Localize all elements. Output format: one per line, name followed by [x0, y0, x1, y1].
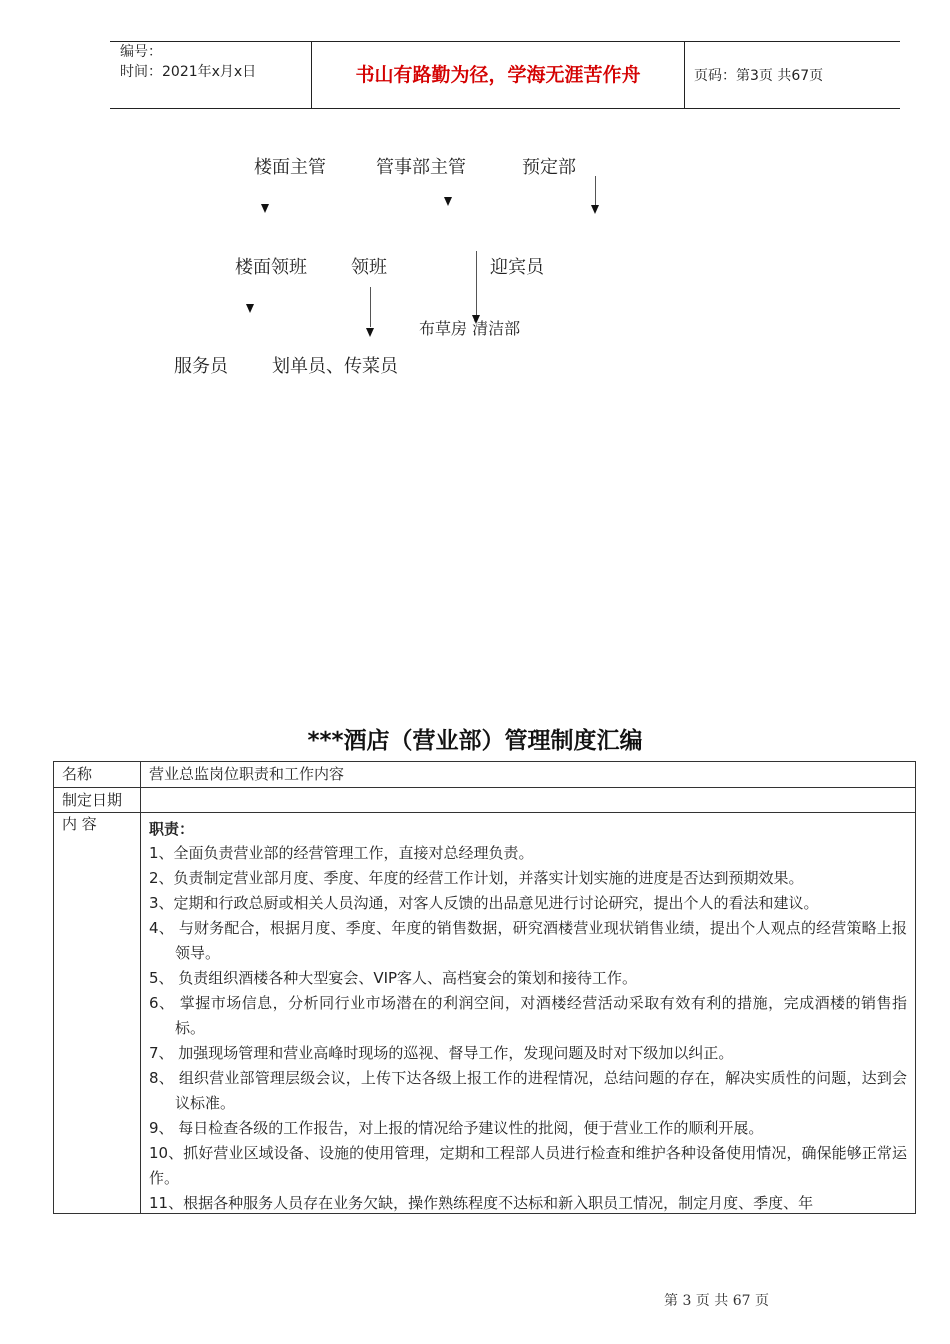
org-line-6 — [476, 251, 477, 315]
duty-item: 2、负责制定营业部月度、季度、年度的经营工作计划，并落实计划实施的进度是否达到预期效果。 — [149, 869, 804, 887]
content-cell — [141, 813, 916, 1214]
org-node-greeter: 迎宾员 — [490, 257, 544, 278]
org-line-5 — [370, 287, 371, 327]
org-node-captain: 领班 — [351, 257, 387, 278]
duty-item: 9、 每日检查各级的工作报告，对上报的情况给予建议性的批阅，便于营业工作的顺利开展。 — [149, 1119, 764, 1137]
duty-item: 7、 加强现场管理和营业高峰时现场的巡视、督导工作，发现问题及时对下级加以纠正。 — [149, 1044, 734, 1062]
header-divider-right — [684, 41, 685, 108]
date-value — [141, 788, 916, 813]
duty-item: 11、根据各种服务人员存在业务欠缺，操作熟练程度不达标和新入职员工情况，制定月度、季度、年 — [149, 1194, 814, 1212]
org-arrow-1 — [261, 204, 269, 213]
org-arrow-2 — [444, 197, 452, 206]
header-top-rule — [110, 41, 900, 42]
duty-item: 3、定期和行政总厨或相关人员沟通，对客人反馈的出品意见进行讨论研究，提出个人的看法和建议。 — [149, 894, 819, 912]
duty-item: 4、 与财务配合，根据月度、季度、年度的销售数据，研究酒楼营业现状销售业绩，提出个人观点的经营策略上报领导。 — [149, 919, 907, 962]
org-arrow-5 — [366, 328, 374, 337]
table-row-content — [54, 813, 916, 1214]
org-node-order-runner: 划单员、传菜员 — [272, 356, 398, 377]
org-line-3 — [595, 176, 596, 205]
header-page-info: 页码：第3页 共67页 — [694, 68, 824, 84]
date-label: 制定日期 — [54, 788, 141, 813]
header-motto: 书山有路勤为径，学海无涯苦作舟 — [355, 64, 641, 86]
header-serial-label: 编号： — [120, 44, 162, 60]
name-label: 名称 — [54, 762, 141, 788]
name-value: 营业总监岗位职责和工作内容 — [141, 762, 916, 788]
org-node-reservation-dept: 预定部 — [522, 157, 576, 178]
duties-heading: 职责： — [149, 820, 195, 838]
org-node-floor-supervisor: 楼面主管 — [254, 157, 326, 178]
org-node-waiter: 服务员 — [174, 356, 228, 377]
duty-item: 8、 组织营业部管理层级会议，上传下达各级上报工作的进程情况，总结问题的存在，解决实质性的问题，达到会议标准。 — [149, 1069, 907, 1112]
table-row-name — [54, 762, 916, 788]
duty-item: 6、 掌握市场信息，分析同行业市场潜在的利润空间，对酒楼经营活动采取有效有利的措施，完成酒楼的销售指标。 — [149, 994, 907, 1037]
duty-item: 10、抓好营业区域设备、设施的使用管理，定期和工程部人员进行检查和维护各种设备使用情况，确保能够正常运作。 — [149, 1144, 907, 1187]
org-arrow-4 — [246, 304, 254, 313]
document-title: ***酒店（营业部）管理制度汇编 — [307, 728, 643, 754]
duty-item: 1、全面负责营业部的经营管理工作，直接对总经理负责。 — [149, 844, 534, 862]
table-row-date — [54, 788, 916, 813]
header-time-label: 时间：2021年x月x日 — [120, 64, 257, 80]
org-node-floor-captain: 楼面领班 — [235, 257, 307, 278]
page-footer: 第 3 页 共 67 页 — [664, 1293, 769, 1309]
duty-item: 5、 负责组织酒楼各种大型宴会、VIP客人、高档宴会的策划和接待工作。 — [149, 969, 638, 987]
content-label: 内 容 — [54, 813, 141, 1214]
duty-table — [53, 761, 916, 1214]
content-body — [149, 813, 907, 1213]
org-arrow-3 — [591, 205, 599, 214]
org-node-steward-supervisor: 管事部主管 — [376, 157, 466, 178]
header-bottom-rule — [110, 108, 900, 109]
org-node-linen-cleaning: 布草房 清洁部 — [419, 319, 521, 338]
